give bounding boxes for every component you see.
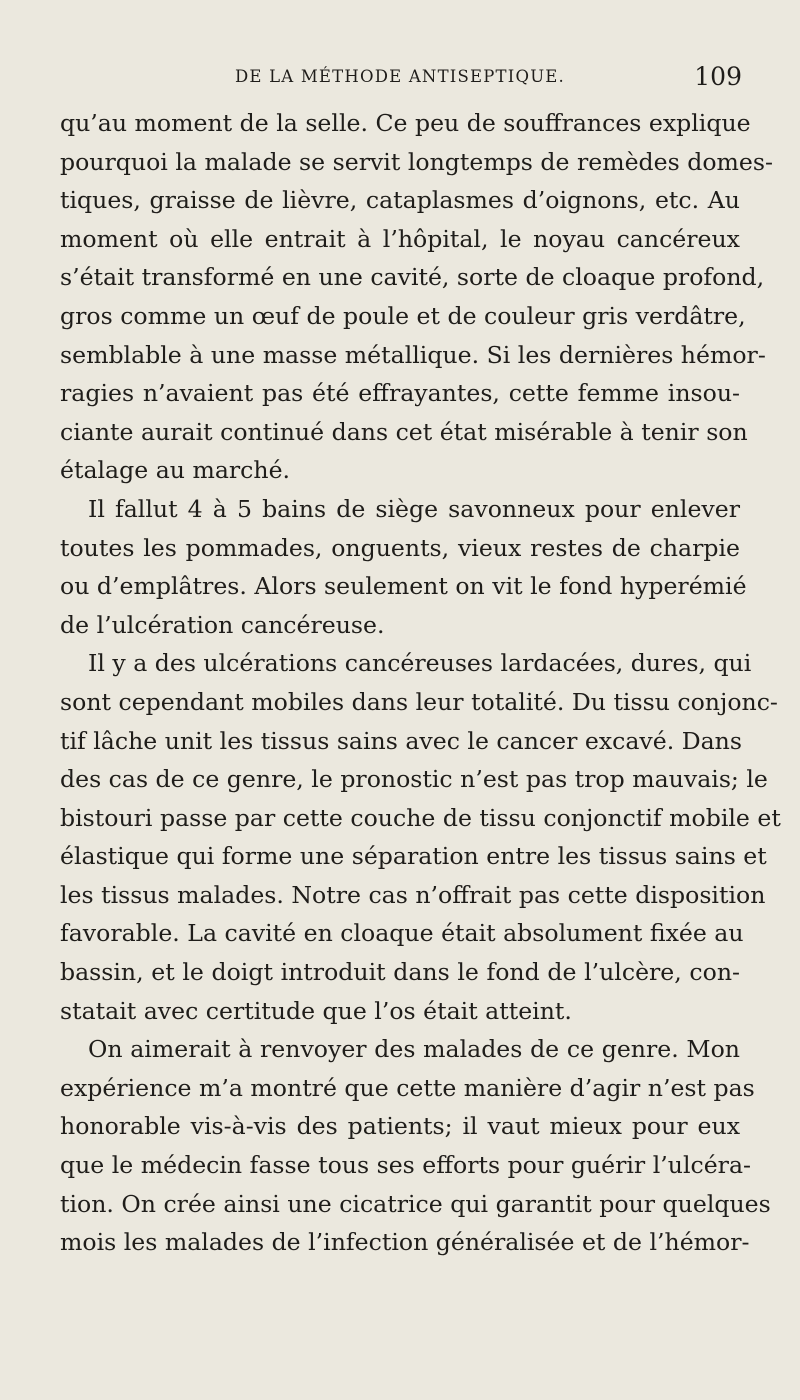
- text-line: statait avec certitude que l’os était atteint.: [60, 996, 572, 1025]
- text-line: gros comme un œuf de poule et de couleur gris verdâtre,: [60, 301, 746, 330]
- text-line: tif lâche unit les tissus sains avec le cancer excavé. Dans: [60, 726, 742, 755]
- text-line: moment où elle entrait à l’hôpital, le noyau cancéreux: [60, 224, 740, 253]
- text-line: s’était transformé en une cavité, sorte de cloaque profond,: [60, 263, 765, 292]
- running-head: [0, 62, 800, 92]
- text-line: pourquoi la malade se servit longtemps de remèdes domes-: [60, 147, 773, 176]
- text-line: toutes les pommades, onguents, vieux restes de charpie: [60, 533, 740, 562]
- text-line: bistouri passe par cette couche de tissu conjonctif mobile et: [60, 803, 781, 832]
- text-line: favorable. La cavité en cloaque était absolument fixée au: [60, 919, 744, 948]
- text-line: Il fallut 4 à 5 bains de siège savonneux pour enlever: [88, 494, 740, 523]
- text-line: On aimerait à renvoyer des malades de ce genre. Mon: [88, 1035, 740, 1064]
- text-line: mois les malades de l’infection généralisée et de l’hémor-: [60, 1228, 750, 1257]
- text-line: des cas de ce genre, le pronostic n’est pas trop mauvais; le: [60, 765, 768, 794]
- text-line: les tissus malades. Notre cas n’offrait pas cette disposition: [60, 880, 766, 909]
- text-line: ou d’emplâtres. Alors seulement on vit le fond hyperémié: [60, 572, 747, 601]
- text-line: ragies n’avaient pas été effrayantes, cette femme insou-: [60, 379, 740, 408]
- text-line: expérience m’a montré que cette manière d’agir n’est pas: [60, 1073, 755, 1102]
- text-line: étalage au marché.: [60, 456, 291, 485]
- text-line: ciante aurait continué dans cet état misérable à tenir son: [60, 417, 748, 446]
- text-line: bassin, et le doigt introduit dans le fond de l’ulcère, con-: [60, 958, 740, 987]
- text-line: tiques, graisse de lièvre, cataplasmes d’oignons, etc. Au: [60, 186, 740, 215]
- text-line: qu’au moment de la selle. Ce peu de souffrances explique: [60, 109, 751, 137]
- text-line: honorable vis-à-vis des patients; il vaut mieux pour eux: [60, 1112, 740, 1141]
- text-line: que le médecin fasse tous ses efforts pour guérir l’ulcéra-: [60, 1151, 751, 1180]
- text-line: élastique qui forme une séparation entre les tissus sains et: [60, 842, 767, 871]
- running-title: DE LA MÉTHODE ANTISEPTIQUE.: [235, 67, 565, 86]
- text-line: tion. On crée ainsi une cicatrice qui garantit pour quelques: [60, 1189, 771, 1218]
- text-line: semblable à une masse métallique. Si les dernières hémor-: [60, 340, 766, 369]
- text-line: Il y a des ulcérations cancéreuses lardacées, dures, qui: [88, 649, 752, 678]
- text-line: de l’ulcération cancéreuse.: [60, 610, 385, 639]
- page-number: 109: [694, 62, 742, 91]
- body-text: [60, 104, 781, 1262]
- text-line: sont cependant mobiles dans leur totalité. Du tissu conjonc-: [60, 687, 778, 716]
